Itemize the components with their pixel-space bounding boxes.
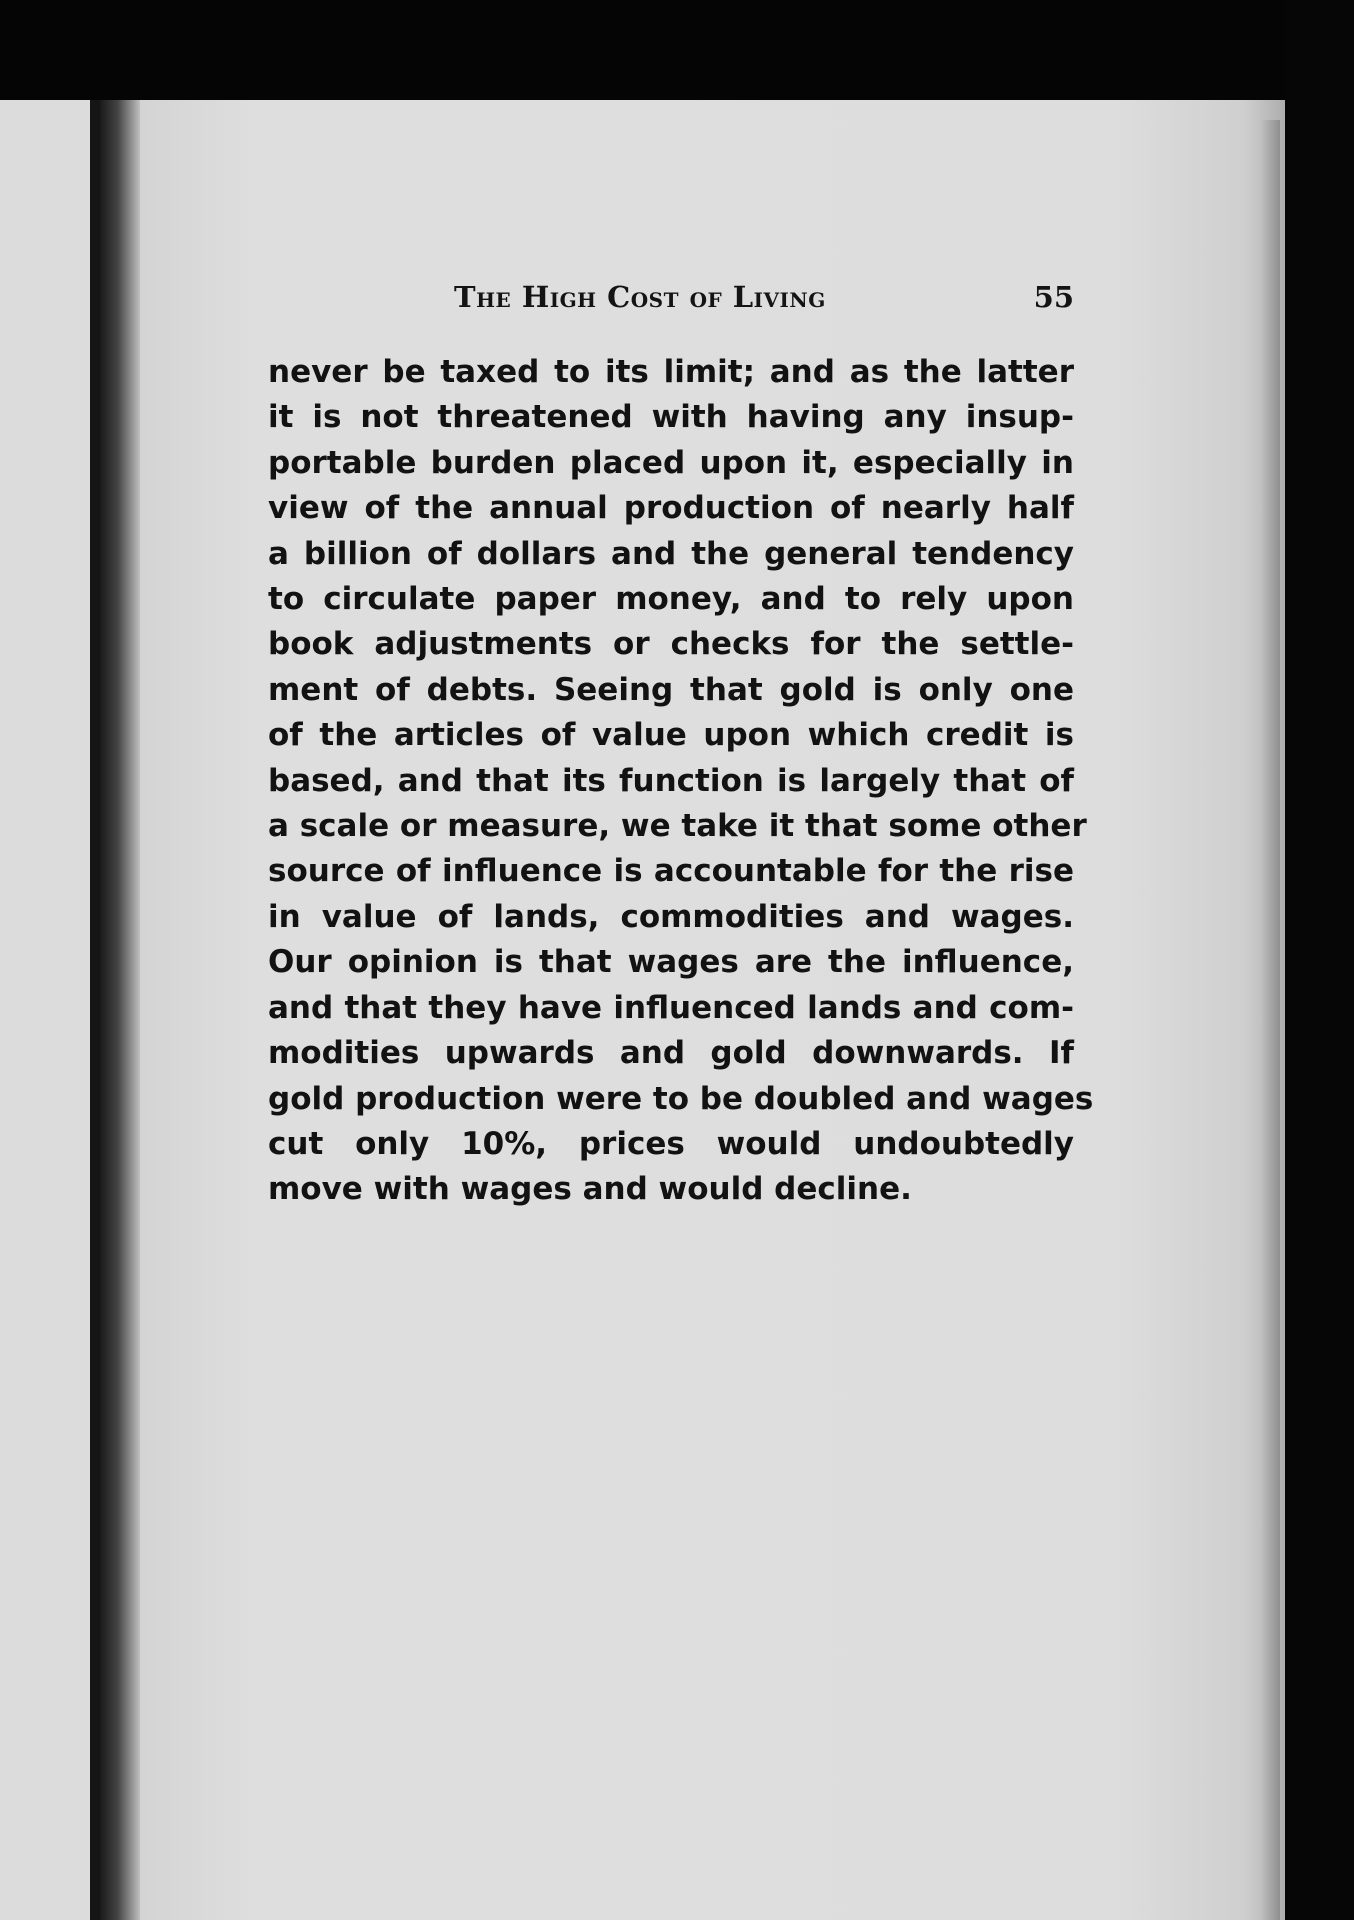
text-line: to circulate paper money, and to rely upon — [268, 581, 1074, 618]
body-paragraph — [268, 350, 1094, 1213]
text-line: of the articles of value upon which credit is — [268, 717, 1074, 754]
text-line: book adjustments or checks for the settle- — [268, 626, 1074, 663]
left-page-edge — [90, 100, 100, 1920]
text-line: gold production were to be doubled and wages — [268, 1080, 1094, 1117]
running-head — [274, 280, 1074, 320]
running-head-title: The High Cost of Living — [454, 280, 826, 314]
page-edge-shadow — [1262, 120, 1280, 1920]
text-line: ment of debts. Seeing that gold is only one — [268, 671, 1074, 708]
text-line: view of the annual production of nearly half — [268, 490, 1074, 527]
text-line: source of influence is accountable for the rise — [268, 853, 1074, 890]
book-gutter — [100, 100, 144, 1920]
text-line: portable burden placed upon it, especially in — [268, 444, 1074, 481]
text-line: in value of lands, commodities and wages. — [268, 898, 1074, 935]
text-line: Our opinion is that wages are the influence, — [268, 944, 1074, 981]
text-line: based, and that its function is largely that of — [268, 762, 1074, 799]
scan-background — [1285, 0, 1354, 1920]
text-line: and that they have influenced lands and com- — [268, 989, 1074, 1026]
text-line: it is not threatened with having any insup- — [268, 399, 1074, 436]
text-line: a billion of dollars and the general tendency — [268, 535, 1074, 572]
text-line: cut only 10%, prices would undoubtedly — [268, 1125, 1074, 1162]
page-number: 55 — [1033, 280, 1074, 314]
text-line: modities upwards and gold downwards. If — [268, 1035, 1074, 1072]
text-line: move with wages and would decline. — [268, 1171, 912, 1208]
text-line: a scale or measure, we take it that some other — [268, 808, 1087, 845]
text-line: never be taxed to its limit; and as the latter — [268, 354, 1074, 390]
